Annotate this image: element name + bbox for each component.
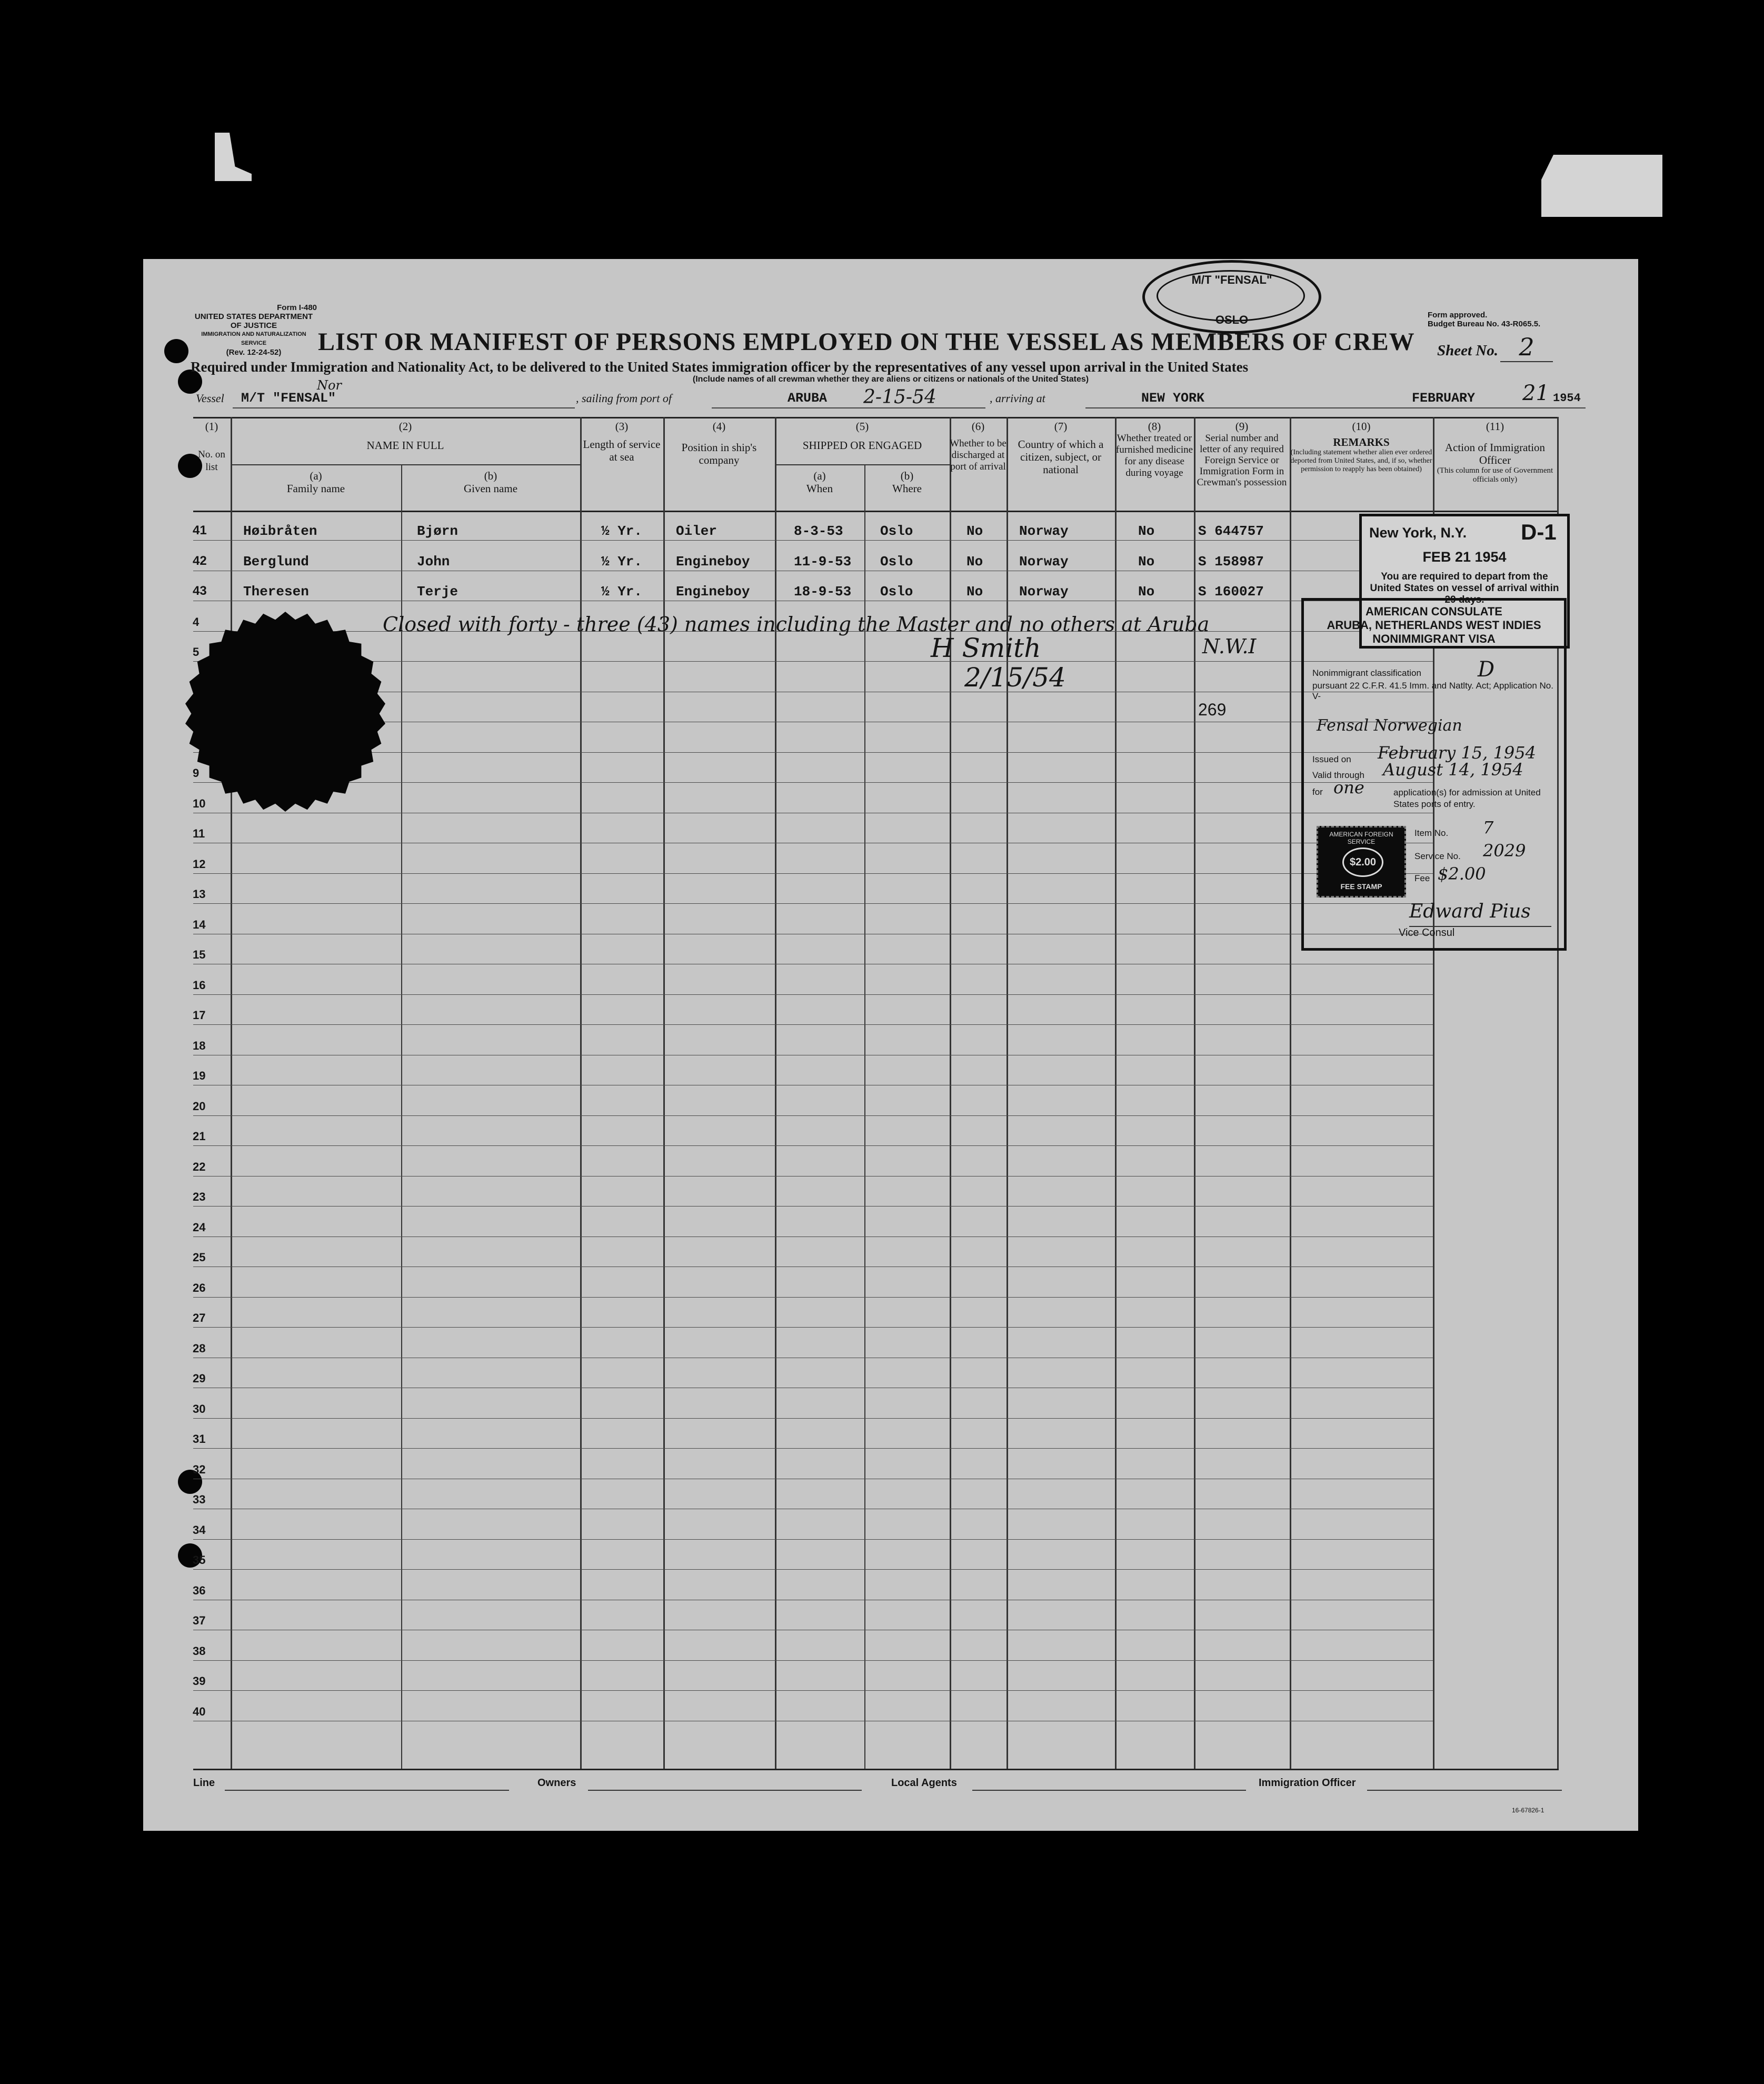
- row-number: 13: [193, 888, 206, 901]
- sheet-number-block: [1437, 333, 1553, 362]
- arrival-year: 1954: [1553, 392, 1581, 405]
- signature-date: 2/15/54: [964, 662, 1066, 693]
- row-number: 10: [193, 796, 206, 810]
- row-rule: [193, 1115, 1433, 1116]
- row-rule: [193, 752, 1433, 753]
- visa-type: NONIMMIGRANT VISA: [1372, 632, 1496, 645]
- visa-for-label: for: [1312, 787, 1323, 797]
- row-rule: [193, 1418, 1433, 1419]
- sailing-port: ARUBA: [788, 391, 828, 406]
- col-5a-label: When: [806, 482, 833, 495]
- col-10-header: [1290, 420, 1433, 474]
- crew-discharged: No: [966, 584, 983, 600]
- visa-signer-title: Vice Consul: [1399, 927, 1455, 939]
- col-5-header: [775, 420, 950, 452]
- crew-shipped-where: Oslo: [880, 584, 913, 600]
- col-1-header: [193, 420, 230, 474]
- closing-statement: Closed with forty - three (43) names including the Master and no others at Aruba: [383, 613, 1210, 636]
- row-number: 11: [193, 827, 205, 840]
- col-3-header: [580, 420, 663, 463]
- vessel-note: Nor: [317, 378, 342, 393]
- col-6-label: Whether to be discharged at port of arrival: [950, 438, 1006, 472]
- form-id: Form I-480: [277, 303, 317, 312]
- crew-discharged: No: [966, 523, 983, 539]
- crew-given-name: John: [417, 553, 450, 570]
- crew-given-name: Bjørn: [417, 523, 459, 539]
- page-title: LIST OR MANIFEST OF PERSONS EMPLOYED ON THE VESSEL AS MEMBERS OF CREW: [318, 328, 1415, 356]
- visa-for-suffix: application(s) for admission at United States ports of entry.: [1393, 787, 1541, 809]
- visa-issued-label: Issued on: [1312, 754, 1351, 764]
- arrival-notice: You are required to depart from the United States on vessel of arrival within 29 days.: [1370, 571, 1559, 605]
- row-number: 27: [193, 1311, 206, 1324]
- row-number: 12: [193, 857, 206, 871]
- row-number: 17: [193, 1009, 206, 1022]
- arrival-place: New York, N.Y.: [1369, 525, 1467, 541]
- crew-service-length: ½ Yr.: [601, 553, 643, 570]
- stamp-number: 269: [1198, 700, 1227, 719]
- col-11-sublabel: (This column for use of Government officials only): [1437, 466, 1553, 484]
- row-rule: [193, 1327, 1433, 1328]
- handwritten-signature: H Smith: [931, 633, 1041, 663]
- arrival-code: D-1: [1521, 520, 1557, 544]
- col-10-num: (10): [1352, 420, 1371, 433]
- row-rule: [193, 1539, 1433, 1540]
- col-9-header: [1194, 420, 1290, 488]
- arriving-port: NEW YORK: [1141, 391, 1205, 406]
- row-number: 26: [193, 1281, 206, 1294]
- crew-family-name: Theresen: [243, 584, 309, 600]
- col-6-num: (6): [971, 420, 985, 433]
- fee-stamp-bottom: FEE STAMP: [1340, 882, 1382, 891]
- row-number: 31: [193, 1432, 206, 1445]
- col-2-header: [231, 420, 580, 452]
- row-number: 35: [193, 1553, 206, 1567]
- col-2a-num: (a): [310, 470, 322, 482]
- visa-signer-signature: Edward Pius: [1409, 901, 1531, 922]
- visa-valid-value: August 14, 1954: [1383, 760, 1523, 780]
- crew-service-length: ½ Yr.: [601, 584, 643, 600]
- page-subtitle: Required under Immigration and Nationality Act, to be delivered to the United States immigration officer by the representatives of any vessel upon arrival in the United States: [191, 359, 1249, 375]
- vessel-value: M/T "FENSAL": [241, 391, 336, 406]
- crew-medicine: No: [1138, 523, 1155, 539]
- col-5a-num: (a): [813, 470, 826, 482]
- arriving-label: , arriving at: [990, 392, 1045, 405]
- arrival-date: FEB 21 1954: [1422, 549, 1507, 565]
- visa-item-value: 7: [1483, 817, 1494, 837]
- row-number: 19: [193, 1069, 206, 1082]
- crew-shipped-where: Oslo: [880, 523, 913, 539]
- row-number: 36: [193, 1583, 206, 1597]
- row-number: 20: [193, 1099, 206, 1113]
- col-4-num: (4): [712, 420, 726, 433]
- row-number: 38: [193, 1644, 206, 1658]
- row-rule: [193, 1297, 1433, 1298]
- form-id-block: [191, 303, 317, 357]
- crew-shipped-when: 18-9-53: [794, 584, 852, 600]
- revision: (Rev. 12-24-52): [226, 348, 282, 357]
- row-number: 30: [193, 1402, 206, 1415]
- col-2-num: (2): [398, 420, 412, 433]
- crew-number: 43: [193, 584, 207, 598]
- crew-service-length: ½ Yr.: [601, 523, 643, 539]
- col-5a-header: [775, 470, 864, 495]
- crew-position: Oiler: [676, 523, 717, 539]
- row-number: 15: [193, 948, 206, 961]
- crew-shipped-when: 11-9-53: [794, 553, 852, 570]
- row-number: 22: [193, 1160, 206, 1173]
- row-number: 16: [193, 978, 206, 992]
- manifest-page: [143, 259, 1638, 1831]
- footer-signature-line: [193, 1764, 1562, 1796]
- budget-approval: [1428, 311, 1564, 328]
- col-8-num: (8): [1148, 420, 1161, 433]
- footer-officer-label: Immigration Officer: [1259, 1777, 1356, 1789]
- crew-serial-number: S 158987: [1198, 553, 1264, 570]
- visa-service-value: 2029: [1483, 841, 1526, 861]
- document-tab-right: [1541, 155, 1662, 217]
- crew-serial-number: S 644757: [1198, 523, 1264, 539]
- row-number: 32: [193, 1462, 206, 1476]
- col-3-label: Length of service at sea: [583, 438, 661, 463]
- row-rule: [193, 1569, 1433, 1570]
- col-5-num: (5): [855, 420, 869, 433]
- col-7-num: (7): [1054, 420, 1068, 433]
- visa-statute: pursuant 22 C.F.R. 41.5 Imm. and Natlty. Act; Application No. V-: [1312, 681, 1553, 701]
- row-rule: [193, 661, 1433, 662]
- row-number: 14: [193, 918, 206, 931]
- fee-stamp-value: $2.00: [1342, 847, 1383, 877]
- col-4-label: Position in ship's company: [681, 441, 757, 466]
- col-7-header: [1006, 420, 1115, 476]
- row-rule: [193, 873, 1433, 874]
- col-11-num: (11): [1486, 420, 1504, 433]
- crew-position: Engineboy: [676, 584, 750, 600]
- visa-stamp: [1301, 598, 1567, 951]
- arrival-day: 21: [1522, 381, 1549, 405]
- col-4-header: [663, 420, 775, 466]
- crew-number: 41: [193, 523, 207, 537]
- col-2-label: NAME IN FULL: [366, 439, 444, 452]
- col-5b-header: [864, 470, 950, 495]
- row-number: 21: [193, 1130, 206, 1143]
- col-3-num: (3): [615, 420, 629, 433]
- footer-line-label: Line: [193, 1777, 215, 1789]
- approval-line2: Budget Bureau No. 43-R065.5.: [1428, 320, 1541, 328]
- col-6-header: [950, 420, 1006, 473]
- row-number: 25: [193, 1251, 206, 1264]
- crew-country: Norway: [1019, 553, 1069, 570]
- binder-hole: [164, 339, 188, 363]
- crew-position: Engineboy: [676, 553, 750, 570]
- visa-class-value: D: [1478, 657, 1495, 682]
- row-rule: [193, 1448, 1433, 1449]
- include-note: (Include names of all crewman whether they are aliens or citizens or nationals of the United States): [692, 375, 1089, 384]
- print-code: 16-67826-1: [1512, 1807, 1544, 1814]
- sheet-value: 2: [1500, 333, 1553, 362]
- closing-statement-tail: N.W.I: [1202, 635, 1257, 658]
- col-5b-num: (b): [900, 470, 914, 482]
- document-tab-left: [215, 133, 252, 181]
- col-9-num: (9): [1235, 420, 1249, 433]
- visa-consulate: AMERICAN CONSULATE: [1366, 605, 1502, 618]
- col-1-num: (1): [205, 420, 218, 433]
- row-number: 34: [193, 1523, 206, 1537]
- visa-issued-value: February 15, 1954: [1378, 743, 1536, 763]
- visa-fee-value: $2.00: [1438, 864, 1486, 884]
- footer-agents-label: Local Agents: [891, 1777, 957, 1789]
- visa-valid-label: Valid through: [1312, 770, 1364, 780]
- row-number: 33: [193, 1493, 206, 1506]
- crew-country: Norway: [1019, 584, 1069, 600]
- col-2b-header: [401, 470, 580, 495]
- col-10-label: REMARKS: [1333, 436, 1390, 448]
- col-5-label: SHIPPED OR ENGAGED: [802, 439, 922, 452]
- row-number: 9: [193, 766, 200, 780]
- visa-for-value: one: [1333, 777, 1364, 797]
- crew-medicine: No: [1138, 584, 1155, 600]
- crew-number: 42: [193, 553, 207, 568]
- footer-owners-label: Owners: [537, 1777, 576, 1789]
- row-rule: [193, 782, 1433, 783]
- col-8-label: Whether treated or furnished medicine for any disease during voyage: [1115, 433, 1193, 478]
- col-2a-header: [231, 470, 401, 495]
- row-number: 5: [193, 645, 200, 659]
- visa-item-label: Item No.: [1414, 828, 1449, 838]
- crew-country: Norway: [1019, 523, 1069, 539]
- visa-fee-label: Fee: [1414, 873, 1430, 883]
- row-number: 4: [193, 615, 200, 629]
- col-9-label: Serial number and letter of any required Foreign Service or Immigration Form in Crewman's possession: [1197, 433, 1287, 488]
- visa-class-label: Nonimmigrant classification: [1312, 668, 1421, 678]
- row-rule: [193, 1690, 1433, 1691]
- crew-discharged: No: [966, 553, 983, 570]
- row-number: 39: [193, 1674, 206, 1688]
- col-2a-label: Family name: [286, 482, 345, 495]
- row-rule: [193, 1024, 1433, 1025]
- crew-family-name: Høibråten: [243, 523, 317, 539]
- fee-stamp-top: AMERICAN FOREIGN SERVICE: [1329, 831, 1393, 845]
- crew-serial-number: S 160027: [1198, 584, 1264, 600]
- visa-location: ARUBA, NETHERLANDS WEST INDIES: [1327, 619, 1541, 632]
- col-8-header: [1115, 420, 1194, 479]
- crew-given-name: Terje: [417, 584, 459, 600]
- row-number: 28: [193, 1341, 206, 1355]
- col-11-label: Action of Immigration Officer: [1444, 441, 1546, 466]
- col-10-sublabel: (Including statement whether alien ever ordered deported from United States, and, if so, whether permission to reapply has been obtained): [1290, 448, 1432, 473]
- row-number: 23: [193, 1190, 206, 1203]
- row-number: 18: [193, 1039, 206, 1052]
- col-7-label: Country of which a citizen, subject, or national: [1018, 438, 1104, 476]
- col-11-header: [1433, 420, 1557, 484]
- row-number: 29: [193, 1372, 206, 1385]
- visa-service-label: Service No.: [1414, 851, 1461, 861]
- crew-family-name: Berglund: [243, 553, 309, 570]
- sailing-date: 2-15-54: [863, 386, 936, 408]
- col-1-label: No. on list: [198, 449, 225, 473]
- service: IMMIGRATION AND NATURALIZATION SERVICE: [201, 331, 306, 346]
- fee-stamp: [1317, 826, 1406, 898]
- crew-medicine: No: [1138, 553, 1155, 570]
- col-2b-label: Given name: [463, 482, 518, 495]
- department: UNITED STATES DEPARTMENT OF JUSTICE: [194, 312, 313, 330]
- sailing-label: , sailing from port of: [576, 392, 672, 405]
- visa-vessel: Fensal Norwegian: [1317, 716, 1462, 735]
- row-number: 37: [193, 1614, 206, 1627]
- row-rule: [193, 1145, 1433, 1146]
- arrival-month: FEBRUARY: [1412, 391, 1476, 406]
- col-5b-label: Where: [892, 482, 922, 495]
- vessel-oval-stamp: [1142, 260, 1321, 334]
- vessel-stamp-name: M/T "FENSAL": [1191, 273, 1272, 286]
- row-rule: [193, 994, 1433, 995]
- vessel-label: Vessel: [196, 392, 224, 405]
- vessel-stamp-port: OSLO: [1215, 313, 1249, 326]
- sheet-label: Sheet No.: [1437, 342, 1498, 359]
- crew-shipped-when: 8-3-53: [794, 523, 843, 539]
- row-rule: [193, 903, 1433, 904]
- crew-shipped-where: Oslo: [880, 553, 913, 570]
- row-number: 24: [193, 1220, 206, 1234]
- row-number: 40: [193, 1704, 206, 1718]
- approval-line1: Form approved.: [1428, 311, 1488, 320]
- col-2b-num: (b): [484, 470, 497, 482]
- row-rule: [193, 540, 1433, 541]
- row-rule: [193, 1660, 1433, 1661]
